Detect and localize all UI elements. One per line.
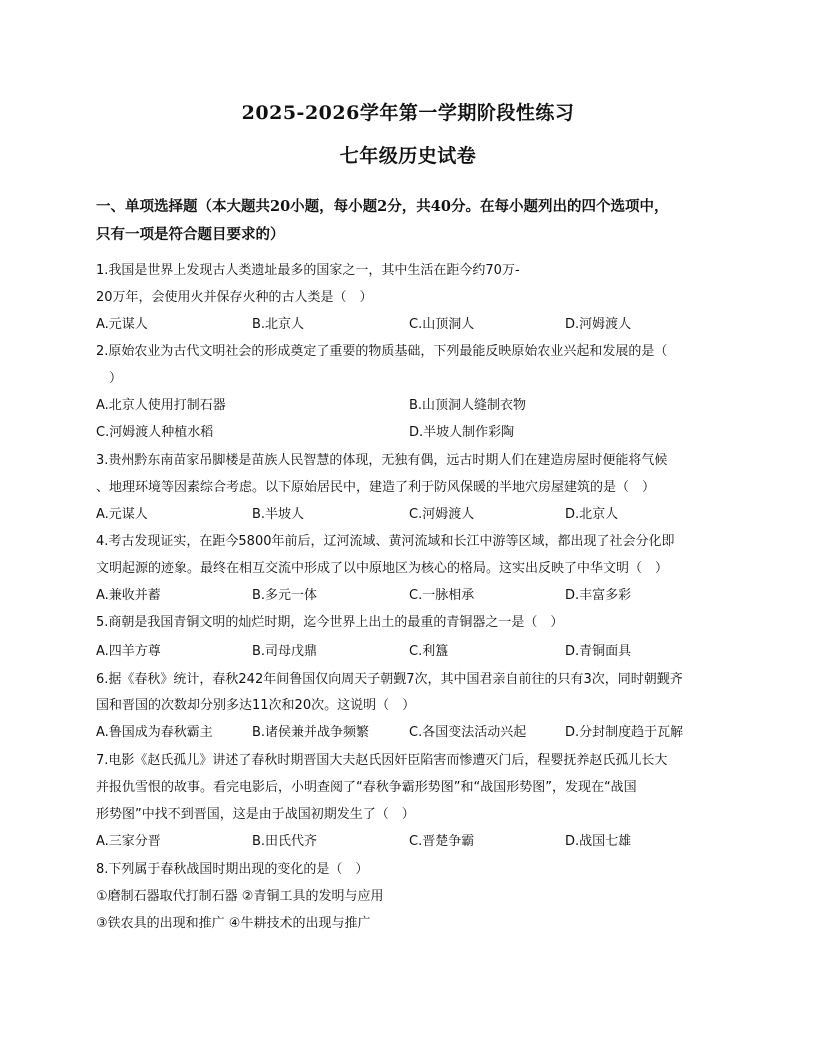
- question-5-option-c: C.利簋: [409, 644, 449, 659]
- question-3-option-c: C.河姆渡人: [409, 507, 475, 522]
- question-4-option-d: D.丰富多彩: [565, 588, 632, 603]
- question-1-option-a: A.元谋人: [96, 317, 148, 332]
- question-8-item-line-1: ①磨制石器取代打制石器 ②青铜工具的发明与应用: [96, 889, 384, 904]
- question-2-stem-line-2: ）: [96, 371, 123, 386]
- section-heading-line-1: 一、单项选择题（本大题共20小题，每小题2分，共40分。在每小题列出的四个选项中，: [96, 198, 669, 215]
- question-3-stem-line-2: 、地理环境等因素综合考虑。以下原始居民中，建造了利于防风保暖的半地穴房屋建筑的是（ ）: [96, 480, 656, 495]
- question-4-option-c: C.一脉相承: [409, 588, 475, 603]
- question-6-stem-line-2: 国和晋国的次数却分别多达11次和20次。这说明（ ）: [96, 698, 416, 713]
- question-3-stem-line-1: 3.贵州黔东南苗家吊脚楼是苗族人民智慧的体现，无独有偶，远古时期人们在建造房屋时便能将气候: [96, 453, 668, 468]
- exam-title: 2025-2026学年第一学期阶段性练习: [241, 102, 575, 124]
- question-7-option-d: D.战国七雄: [565, 834, 632, 849]
- question-8-stem-line-1: 8.下列属于春秋战国时期出现的变化的是（ ）: [96, 862, 369, 877]
- question-7-option-b: B.田氏代齐: [252, 834, 318, 849]
- question-5-option-a: A.四羊方尊: [96, 644, 161, 659]
- exam-subtitle: 七年级历史试卷: [339, 145, 477, 167]
- question-2-option-c: C.河姆渡人种植水稻: [96, 425, 214, 440]
- question-3-option-d: D.北京人: [565, 507, 619, 522]
- question-4-option-a: A.兼收并蓄: [96, 588, 161, 603]
- question-1-stem-line-2: 20万年，会使用火并保存火种的古人类是（ ）: [96, 290, 373, 305]
- question-5-option-b: B.司母戊鼎: [252, 644, 318, 659]
- question-2-option-a: A.北京人使用打制石器: [96, 398, 226, 413]
- question-1-option-d: D.河姆渡人: [565, 317, 632, 332]
- question-1-option-b: B.北京人: [252, 317, 305, 332]
- question-4-stem-line-1: 4.考古发现证实，在距今5800年前后，辽河流域、黄河流域和长江中游等区域，都出现了社会分化即: [96, 534, 675, 549]
- question-2-option-d: D.半坡人制作彩陶: [409, 425, 515, 440]
- question-6-option-a: A.鲁国成为春秋霸主: [96, 725, 213, 740]
- question-4-option-b: B.多元一体: [252, 588, 318, 603]
- question-6-option-b: B.诸侯兼并战争频繁: [252, 725, 370, 740]
- question-3-option-b: B.半坡人: [252, 507, 305, 522]
- question-1-stem-line-1: 1.我国是世界上发现古人类遗址最多的国家之一，其中生活在距今约70万-: [96, 263, 520, 278]
- question-6-stem-line-1: 6.据《春秋》统计，春秋242年间鲁国仅向周天子朝觐7次，其中国君亲自前往的只有3次，同时朝觐齐: [96, 672, 683, 687]
- question-5-option-d: D.青铜面具: [565, 644, 632, 659]
- question-3-option-a: A.元谋人: [96, 507, 148, 522]
- question-6-option-d: D.分封制度趋于瓦解: [565, 725, 684, 740]
- question-8-item-line-2: ③铁农具的出现和推广 ④牛耕技术的出现与推广: [96, 916, 371, 931]
- question-7-stem-line-3: 形势图”中找不到晋国，这是由于战国初期发生了（ ）: [96, 807, 415, 822]
- question-6-option-c: C.各国变法活动兴起: [409, 725, 527, 740]
- question-5-stem-line-1: 5.商朝是我国青铜文明的灿烂时期，迄今世界上出土的最重的青铜器之一是（ ）: [96, 615, 564, 630]
- question-7-stem-line-2: 并报仇雪恨的故事。看完电影后，小明查阅了“春秋争霸形势图”和“战国形势图”，发现在“战国: [96, 780, 637, 795]
- question-1-option-c: C.山顶洞人: [409, 317, 475, 332]
- question-4-stem-line-2: 文明起源的迹象。最终在相互交流中形成了以中原地区为核心的格局。这实出反映了中华文明（ ）: [96, 561, 669, 576]
- question-2-option-b: B.山顶洞人缝制衣物: [409, 398, 527, 413]
- question-2-stem-line-1: 2.原始农业为古代文明社会的形成奠定了重要的物质基础，下列最能反映原始农业兴起和发展的是（: [96, 344, 668, 359]
- question-7-option-c: C.晋楚争霸: [409, 834, 475, 849]
- section-heading-line-2: 只有一项是符合题目要求的）: [96, 226, 285, 243]
- section-heading: [96, 193, 718, 249]
- question-7-stem-line-1: 7.电影《赵氏孤儿》讲述了春秋时期晋国大夫赵氏因奸臣陷害而惨遭灭门后，程婴抚养赵氏孤儿长大: [96, 753, 668, 768]
- question-7-option-a: A.三家分晋: [96, 834, 161, 849]
